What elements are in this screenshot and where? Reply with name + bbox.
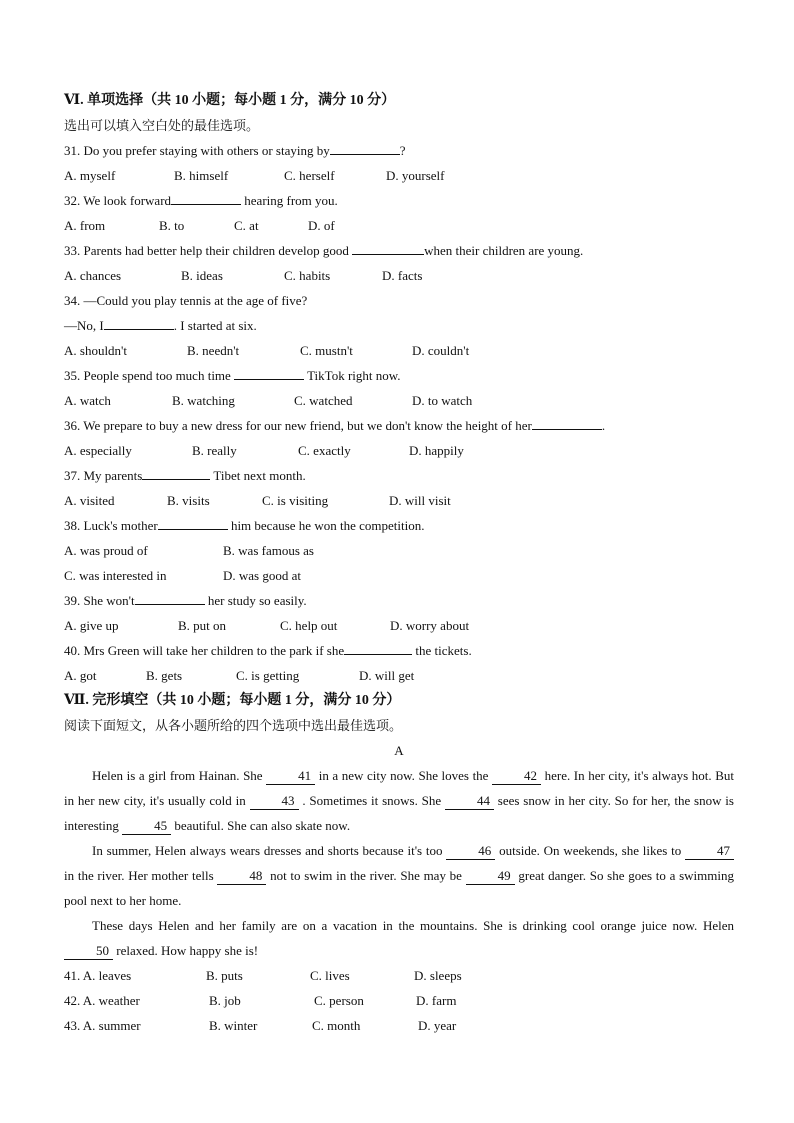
option-d: D. worry about [390,618,470,633]
question-38-options-ab [64,538,734,563]
section-7-heading: Ⅶ. 完形填空（共 10 小题；每小题 1 分，满分 10 分） [64,693,401,708]
option-a: A. visited [64,493,115,508]
option-b: B. gets [146,668,183,683]
question-text: when their children are young. [424,243,584,258]
option-b: B. visits [167,493,210,508]
question-34-reply [64,313,734,338]
passage-text: not to swim in the river. She may be [266,868,466,883]
option-d: D. will visit [389,493,451,508]
option-d: D. will get [359,668,415,683]
question-41-options [64,963,734,988]
answer-blank [234,364,304,380]
option-d: D. to watch [412,393,473,408]
passage-paragraph-1 [64,763,734,838]
option-c: C. herself [284,168,335,183]
option-c: C. person [314,993,364,1008]
question-37 [64,463,734,488]
passage-text: These days Helen and her family are on a vacation in the mountains. She is drinking cool orange juice now. Helen [92,918,734,933]
option-b: B. put on [178,618,227,633]
passage-text: great danger. So she goes to a swimming pool next to her home. [64,868,734,908]
option-a: A. was proud of [64,543,148,558]
blank-45: 45 [122,818,171,835]
question-33 [64,238,734,263]
option-b: B. ideas [181,268,223,283]
option-b: B. winter [209,1018,258,1033]
option-a: 42. A. weather [64,993,140,1008]
passage-text: . Sometimes it snows. She [298,793,445,808]
question-36-options [64,438,734,463]
option-a: A. got [64,668,97,683]
passage-text: in the river. Her mother tells [64,868,218,883]
question-text: ? [399,143,406,158]
question-text: him because he won the competition. [227,518,425,533]
blank-44: 44 [445,793,494,810]
answer-blank [104,314,174,330]
passage-text: In summer, Helen always wears dresses and shorts because it's too [92,843,447,858]
question-text: . I started at six. [173,318,257,333]
question-31-options [64,163,734,188]
question-text: 35. People spend too much time [64,368,235,383]
question-text: . [601,418,606,433]
blank-41: 41 [266,768,315,785]
passage-paragraph-3 [64,913,734,963]
option-c: C. exactly [298,443,351,458]
passage-label: A [394,743,404,758]
option-b: B. himself [174,168,229,183]
question-31 [64,138,734,163]
option-b: B. job [209,993,241,1008]
option-c: C. is getting [236,668,300,683]
passage-text: in a new city now. She loves the [315,768,493,783]
option-d: D. farm [416,993,457,1008]
option-c: C. lives [310,968,350,983]
question-32 [64,188,734,213]
option-b: B. puts [206,968,243,983]
option-a: A. shouldn't [64,343,128,358]
option-c: C. at [234,218,259,233]
question-35-options [64,388,734,413]
option-d: D. happily [409,443,464,458]
section-6-heading: Ⅵ. 单项选择（共 10 小题；每小题 1 分，满分 10 分） [64,93,396,108]
option-c: C. was interested in [64,568,167,583]
question-34-options [64,338,734,363]
question-38-options-cd [64,563,734,588]
question-text: 40. Mrs Green will take her children to the park if she [64,643,345,658]
section-7-instruction: 阅读下面短文，从各小题所给的四个选项中选出最佳选项。 [64,718,403,733]
option-a: A. myself [64,168,116,183]
question-37-options [64,488,734,513]
question-39 [64,588,734,613]
question-text: 31. Do you prefer staying with others or staying by [64,143,330,158]
blank-42: 42 [492,768,541,785]
question-38 [64,513,734,538]
question-text: 38. Luck's mother [64,518,158,533]
question-34: 34. —Could you play tennis at the age of five? [64,293,308,308]
option-c: C. is visiting [262,493,329,508]
section-6-instruction: 选出可以填入空白处的最佳选项。 [64,118,260,133]
option-a: A. chances [64,268,122,283]
option-d: D. yourself [386,168,445,183]
option-c: C. habits [284,268,331,283]
option-a: A. especially [64,443,132,458]
option-d: D. facts [382,268,423,283]
blank-46: 46 [446,843,495,860]
passage-text: outside. On weekends, she likes to [495,843,685,858]
question-39-options [64,613,734,638]
exam-page [64,88,734,1038]
option-b: B. to [159,218,185,233]
question-43-options [64,1013,734,1038]
option-c: C. month [312,1018,361,1033]
question-36 [64,413,734,438]
blank-43: 43 [250,793,299,810]
question-text: 37. My parents [64,468,143,483]
option-b: B. needn't [187,343,240,358]
question-text: hearing from you. [241,193,338,208]
passage-text: beautiful. She can also skate now. [171,818,351,833]
blank-47: 47 [685,843,734,860]
option-c: C. mustn't [300,343,353,358]
question-text: Tibet next month. [210,468,306,483]
answer-blank [352,239,424,255]
question-text: 33. Parents had better help their children develop good [64,243,353,258]
question-text: 32. We look forward [64,193,172,208]
option-a: 43. A. summer [64,1018,141,1033]
option-a: 41. A. leaves [64,968,132,983]
question-text: the tickets. [412,643,472,658]
question-text: 39. She won't [64,593,135,608]
question-33-options [64,263,734,288]
blank-49: 49 [466,868,515,885]
option-c: C. watched [294,393,353,408]
question-32-options [64,213,734,238]
passage-text: here. In her city, it's always hot. But in her new city, it's usually cold in [64,768,734,808]
answer-blank [158,514,228,530]
option-d: D. of [308,218,335,233]
option-d: D. year [418,1018,457,1033]
question-42-options [64,988,734,1013]
answer-blank [142,464,210,480]
passage-text: Helen is a girl from Hainan. She [92,768,267,783]
option-a: A. give up [64,618,119,633]
answer-blank [344,639,412,655]
question-text: 36. We prepare to buy a new dress for our new friend, but we don't know the height of her [64,418,532,433]
answer-blank [330,139,400,155]
option-c: C. help out [280,618,338,633]
option-b: B. was famous as [223,543,314,558]
answer-blank [171,189,241,205]
blank-50: 50 [64,943,113,960]
option-b: B. really [192,443,237,458]
option-d: D. sleeps [414,968,462,983]
question-text: —No, I [64,318,104,333]
blank-48: 48 [217,868,266,885]
question-text: TikTok right now. [304,368,401,383]
answer-blank [532,414,602,430]
passage-paragraph-2 [64,838,734,913]
answer-blank [135,589,205,605]
option-a: A. watch [64,393,111,408]
option-b: B. watching [172,393,235,408]
question-40 [64,638,734,663]
option-d: D. was good at [223,568,301,583]
option-d: D. couldn't [412,343,470,358]
question-35 [64,363,734,388]
option-a: A. from [64,218,106,233]
question-40-options [64,663,734,688]
question-text: her study so easily. [204,593,307,608]
passage-text: relaxed. How happy she is! [113,943,259,958]
passage-text: sees snow in her city. So for her, the snow is interesting [64,793,734,833]
